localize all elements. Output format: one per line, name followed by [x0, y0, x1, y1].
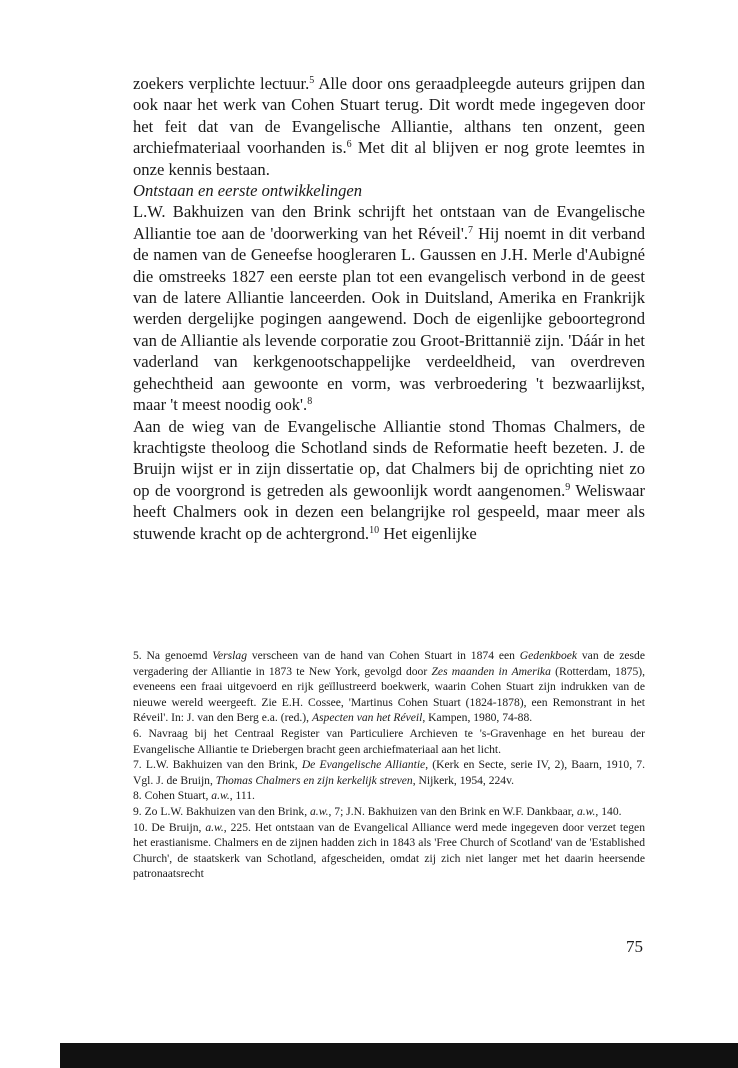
footnote-ref-10[interactable]: 10: [369, 524, 380, 536]
footnote-ref-9[interactable]: 9: [565, 481, 571, 493]
footnote-10: 10. De Bruijn, a.w., 225. Het ontstaan van de Evangelical Alliance werd mede ingegeven door verzet tegen het erastianisme. Chalmers en de zijnen hadden zich in 1843 als 'Free Church of Scotland' van de 'Established Church', de staatskerk van Schotland, afgescheiden, omdat zij zich niet langer met het daarin heersende patronaatsrecht: [133, 820, 645, 881]
footnote-ref-7[interactable]: 7: [468, 224, 474, 236]
footnote-8: 8. Cohen Stuart, a.w., 111.: [133, 789, 255, 803]
footnote-ref-6[interactable]: 6: [346, 139, 352, 151]
paragraph-3: Aan de wieg van de Evangelische Alliantie stond Thomas Chalmers, de krachtigste theoloog die Schotland sinds de Reformatie heeft bezeten. J. de Bruijn wijst er in zijn dissertatie op, dat Chalmers bij de oprichting niet zo op de voorgrond is getreden als gewoonlijk wordt aangenomen.$^9$ Weliswaar heeft Chalmers ook in dezen een belangrijke rol gespeeld, maar meer als stuwende kracht op de achtergrond.$^{10}$ Het eigenlijke: [133, 416, 645, 543]
footnote-9: 9. Zo L.W. Bakhuizen van den Brink, a.w., 7; J.N. Bakhuizen van den Brink en W.F. Dankbaar, a.w., 140.: [133, 804, 622, 818]
footnote-7: 7. L.W. Bakhuizen van den Brink, De Evangelische Alliantie, (Kerk en Secte, serie IV, 2), Baarn, 1910, 7. Vgl. J. de Bruijn, Thomas Chalmers en zijn kerkelijk streven, Nijkerk, 1954, 224v.: [133, 758, 645, 787]
footnote-ref-5[interactable]: 5: [309, 75, 315, 86]
main-text: [133, 73, 645, 544]
section-heading: Ontstaan en eerste ontwikkelingen: [133, 181, 363, 201]
scan-edge-bar: [60, 1043, 738, 1068]
paragraph-1: zoekers verplichte lectuur.$^5$ Alle door ons geraadpleegde auteurs grijpen dan ook naar het werk van Cohen Stuart terug. Dit wordt mede ingegeven door het feit dat van de Evangelische Alliantie, althans ten onzent, geen archiefmateriaal voorhanden is.$^6$ Met dit al blijven er nog grote leemtes in onze kennis bestaan.: [133, 74, 645, 179]
paragraph-2: L.W. Bakhuizen van den Brink schrijft het ontstaan van de Evangelische Alliantie toe aan de 'doorwerking van het Réveil'.$^7$ Hij noemt in dit verband de namen van de Geneefse hoogleraren L. Gaussen en J.H. Merle d'Aubigné die omstreeks 1827 een eerste plan tot een evangelisch verbond in de geest van de latere Alliantie lanceerden. Ook in Duitsland, Amerika en Frankrijk werden dergelijke pogingen aangewend. Doch de eigenlijke geboortegrond van de Alliantie als levende corporatie zou Groot-Brittannië zijn. 'Dáár in het vaderland van kerkgenootschappelijke verdeeldheid, van overdreven gehechtheid aan gewoonte en vorm, was verbroedering 't bezwaarlijkst, maar 't meest noodig ook'.$^8$: [133, 202, 645, 415]
footnotes: [133, 648, 645, 882]
footnote-ref-8[interactable]: 8: [307, 396, 313, 408]
footnote-6: 6. Navraag bij het Centraal Register van Particuliere Archieven te 's-Gravenhage en het bureau der Evangelische Alliantie te Driebergen bracht geen archiefmateriaal aan het licht.: [133, 726, 645, 756]
footnote-5: 5. Na genoemd Verslag verscheen van de hand van Cohen Stuart in 1874 een Gedenkboek van de zesde vergadering der Alliantie in 1873 te New York, gevolgd door Zes maanden in Amerika (Rotterdam, 1875), eveneens een fraai uitgevoerd en rijk geïllustreerd boekwerk, waarin Cohen Stuart zijn indrukken van de nieuwe wereld weergeeft. Zie E.H. Cossee, 'Martinus Cohen Stuart (1824-1878), een Remonstrant in het Réveil'. In: J. van den Berg e.a. (red.), Aspecten van het Réveil, Kampen, 1980, 74-88.: [133, 649, 645, 725]
page-number: 75: [626, 937, 643, 956]
